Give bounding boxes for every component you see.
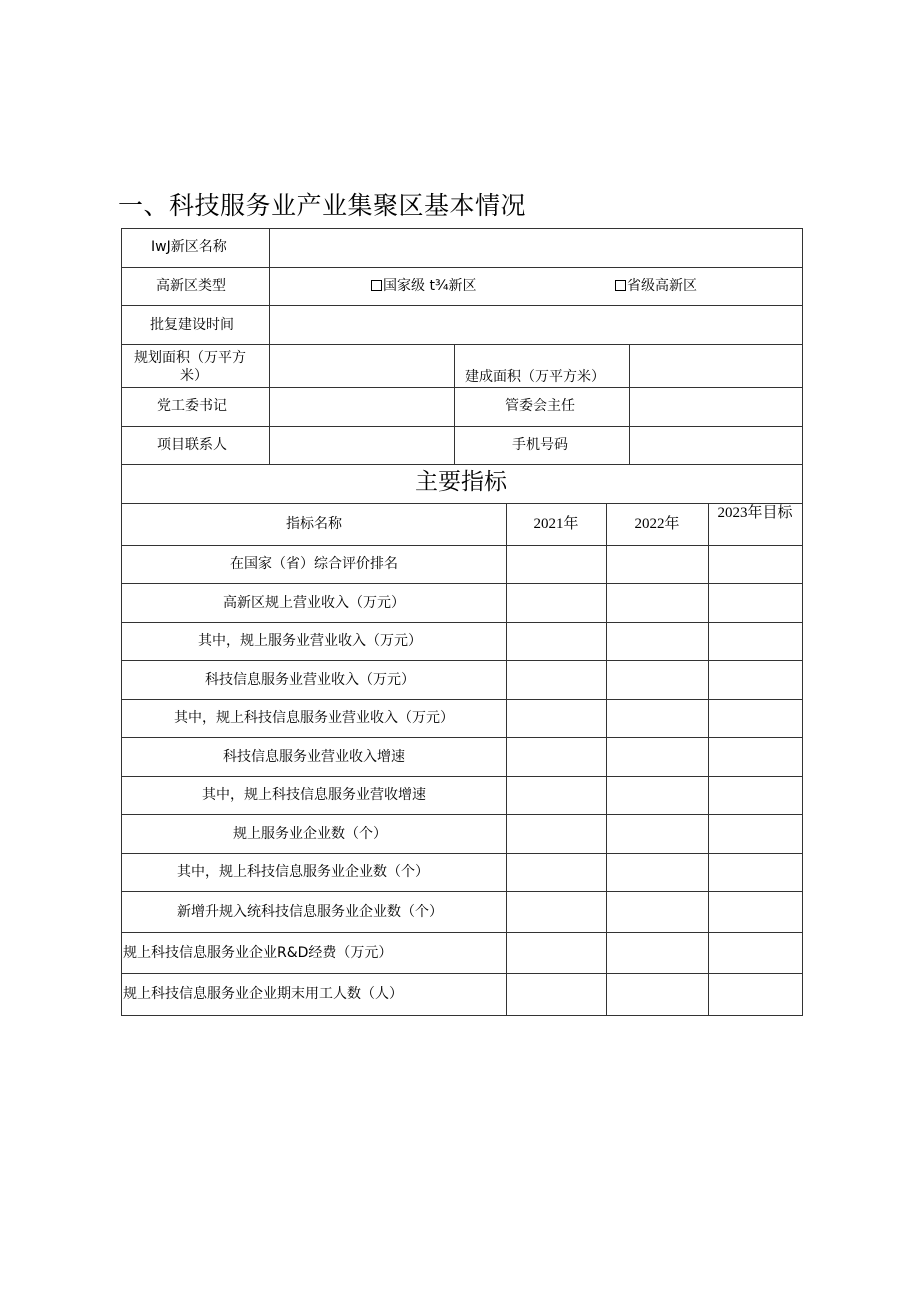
party-secretary-label: 党工委书记 [157, 398, 227, 414]
table-row: 其中，规上科技信息服务业企业数（个） [177, 864, 429, 880]
section-title: 一、科技服务业产业集聚区基本情况 [118, 191, 527, 220]
planned-area-label: 规划面积（万平方 [134, 350, 246, 366]
col-divider [629, 344, 630, 464]
row-divider [121, 503, 802, 504]
built-area-label: 建成面积（万平方米） [465, 369, 605, 385]
row-divider [121, 464, 802, 465]
header-2022: 2022年 [634, 516, 680, 532]
row-divider [121, 814, 802, 815]
header-2023-target: 2023年目标 [717, 505, 793, 521]
row-divider [121, 660, 802, 661]
row-divider [121, 776, 802, 777]
checkbox-provincial[interactable] [615, 280, 626, 291]
header-indicator-name: 指标名称 [286, 516, 342, 532]
table-row: 其中，规上科技信息服务业营业收入（万元） [174, 710, 454, 726]
planned-area-label-cont: 米） [180, 368, 208, 384]
option-national[interactable]: 国家级 t¾新区 [371, 277, 477, 295]
row-divider [121, 973, 802, 974]
row-divider [121, 387, 802, 388]
checkbox-national[interactable] [371, 280, 382, 291]
col-divider [708, 503, 709, 1015]
table-row: 规上服务业企业数（个） [233, 826, 387, 842]
col-divider [454, 344, 455, 464]
row-divider [121, 305, 802, 306]
committee-director-label: 管委会主任 [505, 398, 575, 414]
table-row: 新增升规入统科技信息服务业企业数（个） [177, 904, 443, 920]
col-divider [269, 228, 270, 464]
row-divider [121, 267, 802, 268]
row-divider [121, 737, 802, 738]
table-row: 其中，规上服务业营业收入（万元） [198, 633, 422, 649]
col-divider [606, 503, 607, 1015]
table-row: 高新区规上营业收入（万元） [223, 595, 405, 611]
zone-name-label: IwJ新区名称 [151, 239, 227, 255]
row-divider [121, 853, 802, 854]
table-row: 规上科技信息服务业企业期末用工人数（人） [123, 986, 403, 1002]
zone-type-label: 高新区类型 [156, 278, 226, 294]
header-2021: 2021年 [533, 516, 579, 532]
row-divider [121, 932, 802, 933]
row-divider [121, 622, 802, 623]
row-divider [121, 699, 802, 700]
approval-time-label: 批复建设时间 [150, 317, 234, 333]
row-divider [121, 583, 802, 584]
row-divider [121, 426, 802, 427]
option-provincial[interactable]: 省级高新区 [615, 277, 697, 295]
table-row: 在国家（省）综合评价排名 [230, 556, 398, 572]
indicators-title: 主要指标 [415, 469, 507, 495]
phone-label: 手机号码 [512, 437, 568, 453]
table-row: 规上科技信息服务业企业R&D经费（万元） [123, 945, 393, 961]
contact-label: 项目联系人 [157, 437, 227, 453]
row-divider [121, 344, 802, 345]
col-divider [506, 503, 507, 1015]
table-row: 科技信息服务业营业收入（万元） [205, 672, 415, 688]
table-row: 其中，规上科技信息服务业营收增速 [202, 787, 426, 803]
table-row: 科技信息服务业营业收入增速 [223, 749, 405, 765]
row-divider [121, 545, 802, 546]
row-divider [121, 891, 802, 892]
